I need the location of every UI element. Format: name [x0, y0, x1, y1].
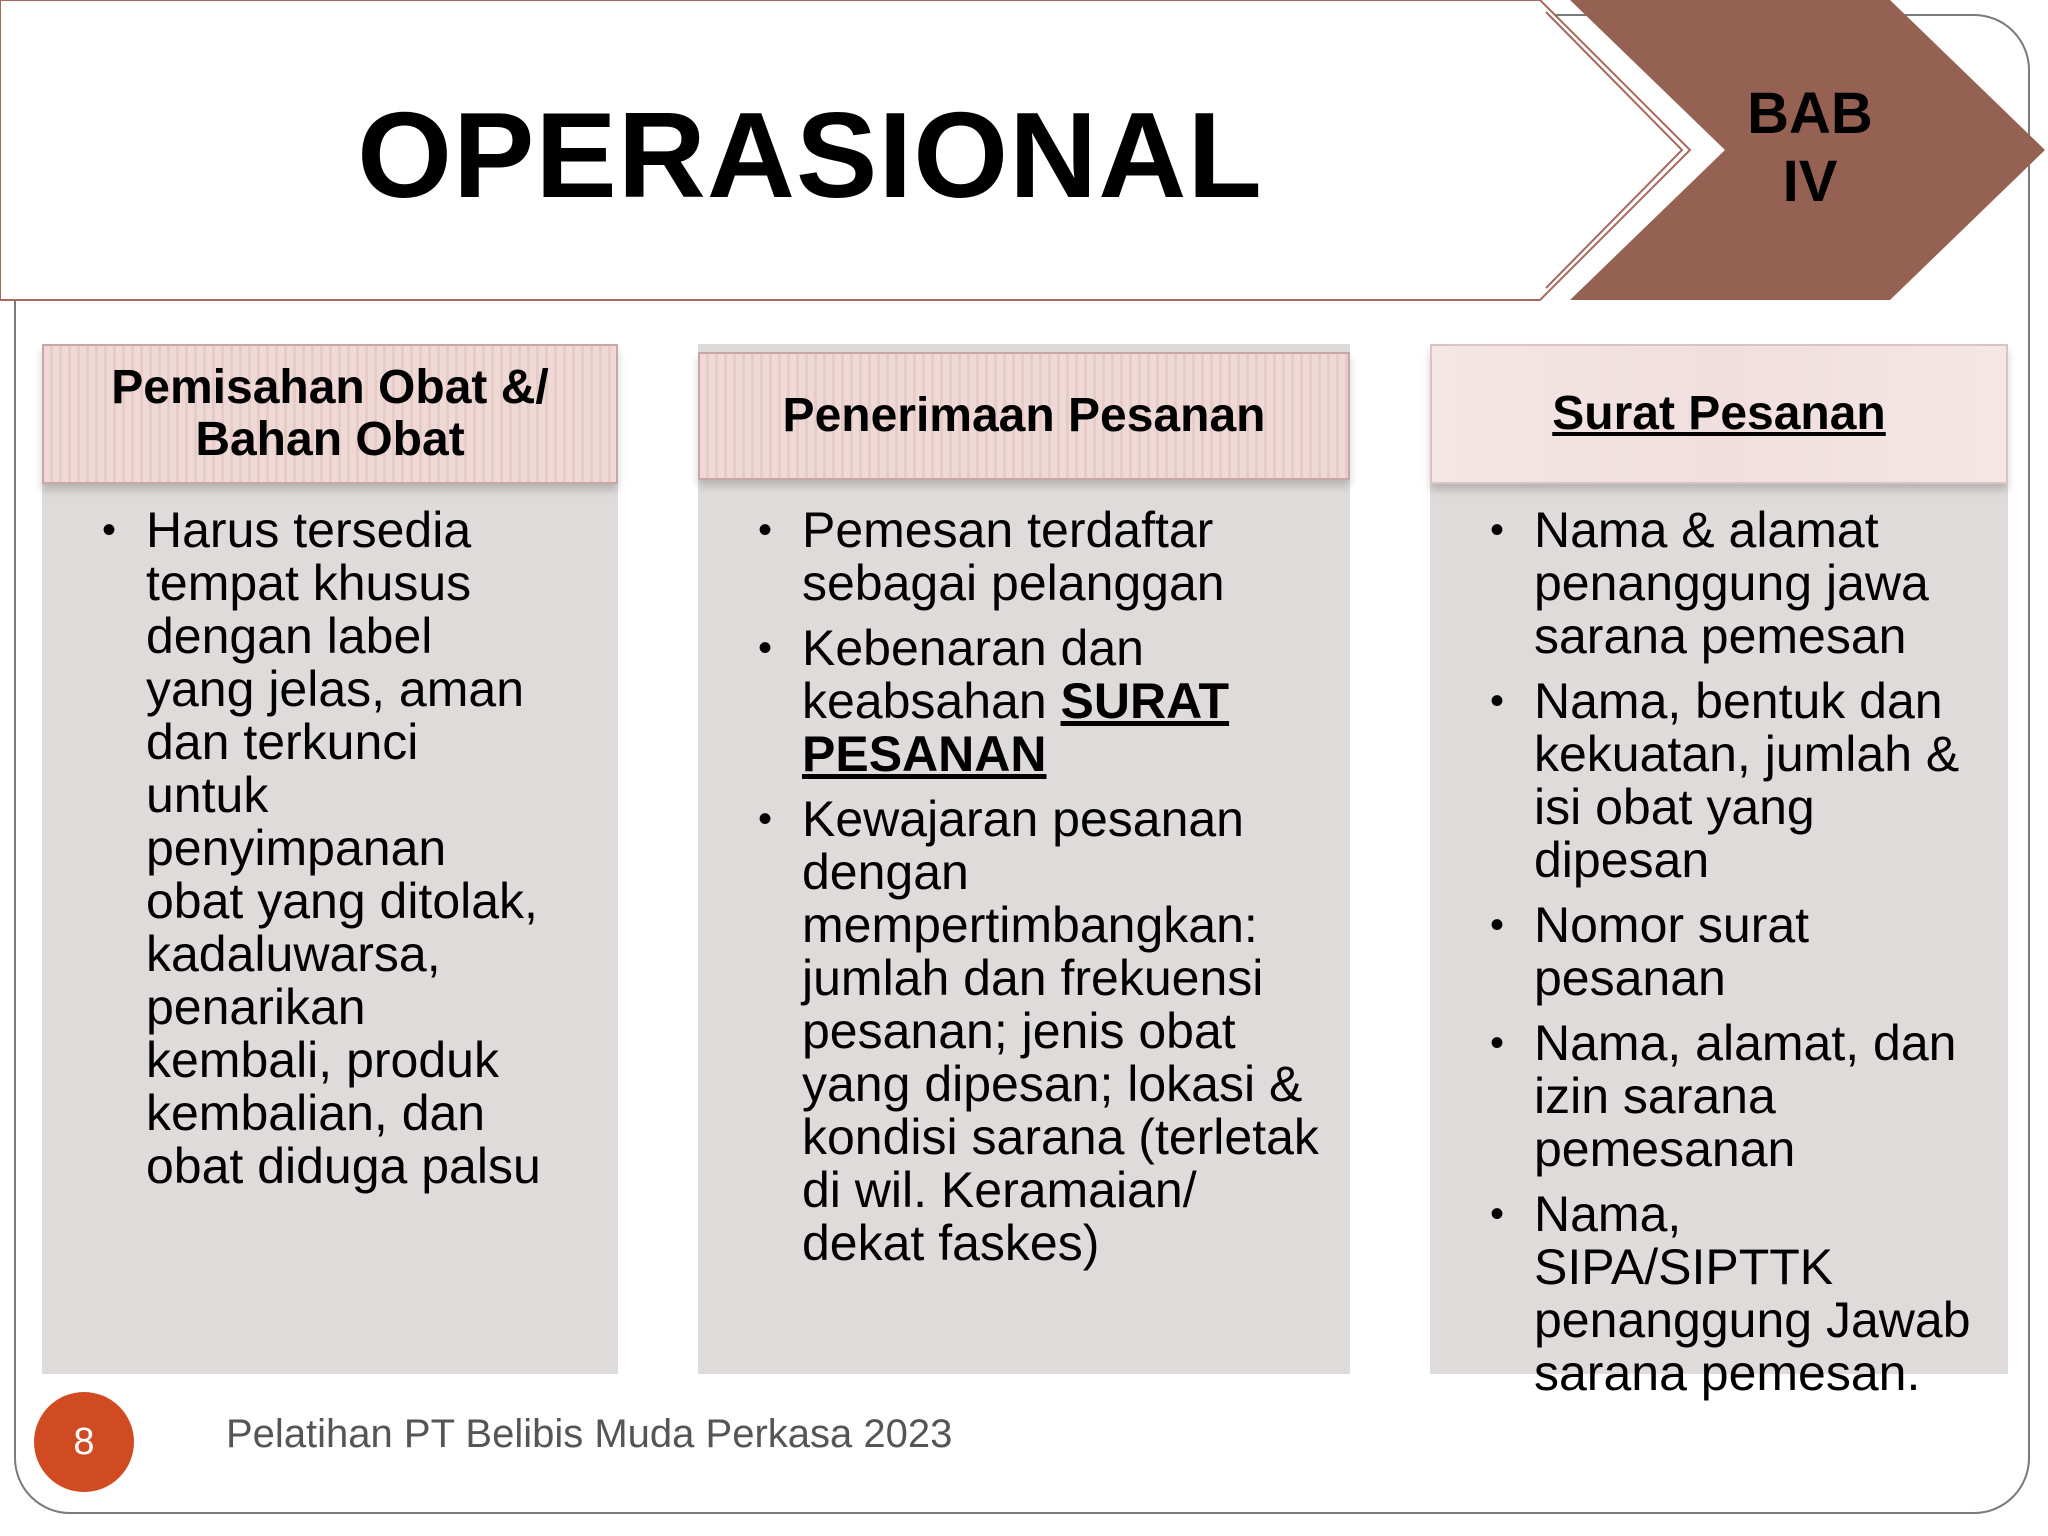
card-heading-line1: Pemisahan Obat &/ [111, 361, 549, 414]
page-number-badge: 8 [34, 1392, 134, 1492]
list-item: • Nama, bentuk dan kekuatan, jumlah & isi obat yang dipesan [1490, 675, 1988, 887]
chapter-label-line1: BAB [1747, 81, 1873, 146]
card-heading-line2: Bahan Obat [195, 413, 465, 466]
list-item: • Nama, SIPA/SIPTTK penanggung Jawab sarana pemesan. [1490, 1188, 1988, 1400]
card-pemisahan-obat [42, 344, 618, 1374]
list-item: • Nama, alamat, dan izin sarana pemesanan [1490, 1017, 1988, 1176]
list-item: • Nama & alamat penanggung jawa sarana pemesan [1490, 504, 1988, 663]
surat-pesanan-emphasis: SURAT PESANAN [802, 673, 1230, 782]
page-title: OPERASIONAL [357, 87, 1263, 223]
card-penerimaan-pesanan [698, 344, 1350, 1374]
card-heading-text: Surat Pesanan [1552, 387, 1886, 440]
chapter-label [1700, 80, 1920, 216]
list-item-text: Kebenaran dan keabsahan [802, 620, 1144, 729]
card-heading [698, 352, 1350, 480]
bullet-list [42, 504, 618, 1205]
bullet-list [1430, 504, 2008, 1412]
list-item: • Nomor surat pesanan [1490, 899, 1988, 1005]
list-item: • Kewajaran pesanan dengan mempertimbangkan: jumlah dan frekuensi pesanan; jenis obat yang dipesan; lokasi & kondisi sarana (terletak di wil. Keramaian/ dekat faskes) [758, 793, 1320, 1270]
list-item: • Harus tersedia tempat khusus dengan label yang jelas, aman dan terkunci untuk penyimpanan obat yang ditolak, kadaluwarsa, penarikan kembali, produk kembalian, dan obat diduga palsu [102, 504, 618, 1193]
card-surat-pesanan [1430, 344, 2008, 1401]
card-heading [42, 344, 618, 484]
list-item [758, 622, 1320, 781]
list-item: • Pemesan terdaftar sebagai pelanggan [758, 504, 1320, 610]
card-heading-text: Penerimaan Pesanan [782, 389, 1266, 442]
bullet-list [698, 504, 1350, 1282]
card-heading [1430, 344, 2008, 484]
footer-text: Pelatihan PT Belibis Muda Perkasa 2023 [226, 1412, 953, 1456]
chapter-label-line2: IV [1782, 149, 1838, 214]
